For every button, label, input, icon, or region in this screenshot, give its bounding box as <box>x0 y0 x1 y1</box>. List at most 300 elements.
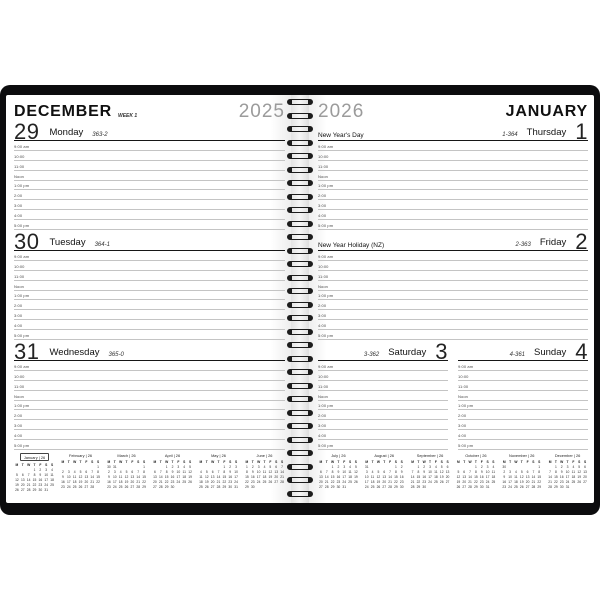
mini-day-cell: 31 <box>364 464 369 469</box>
mini-day-cell: 26 <box>577 479 582 484</box>
mini-day-cell: 14 <box>158 474 163 479</box>
mini-day-cell: 27 <box>210 484 215 489</box>
mini-day-cell: 19 <box>78 479 83 484</box>
day-header-group <box>502 119 588 144</box>
mini-dow-cell: T <box>520 459 523 464</box>
mini-calendar <box>410 453 451 489</box>
mini-dow-cell: S <box>137 459 140 464</box>
mini-day-cell: 22 <box>394 479 398 484</box>
time-slot-row <box>14 371 285 381</box>
mini-dow-cell: T <box>474 459 477 464</box>
mini-day-cell: 30 <box>107 464 111 469</box>
mini-day-cell: 12 <box>376 474 381 479</box>
mini-day-cell: 5 <box>125 469 128 474</box>
time-slot-row <box>458 440 588 450</box>
mini-day-cell: 1 <box>33 467 36 472</box>
mini-day-cell: 23 <box>502 484 507 489</box>
mini-day-cell: 28 <box>531 484 536 489</box>
day-name: Friday <box>539 237 567 248</box>
mini-month-title-text: November | 26 <box>509 453 535 458</box>
day-name: Monday <box>49 127 84 138</box>
mini-day-cell: 25 <box>50 482 54 487</box>
time-label: 2:00 <box>14 303 23 309</box>
time-label: 5:00 pm <box>14 333 30 339</box>
mini-day-cell: 27 <box>319 484 323 489</box>
time-slot-row <box>14 420 285 430</box>
mini-dow-cell: S <box>532 459 535 464</box>
day-number: 31 <box>14 339 40 364</box>
mini-day-cell: 16 <box>250 474 255 479</box>
mini-day-cell: 15 <box>222 474 227 479</box>
time-label: 10:00 <box>458 373 469 379</box>
mini-day-cell: 24 <box>508 484 512 489</box>
mini-day-cell <box>49 488 55 492</box>
mini-day-cell: 13 <box>525 474 530 479</box>
mini-day-cell: 20 <box>130 479 135 484</box>
mini-day-cell: 9 <box>560 469 563 474</box>
mini-day-cell: 10 <box>176 469 181 474</box>
mini-day-cell: 14 <box>324 474 329 479</box>
time-label: 4:00 <box>14 433 23 439</box>
mini-day-cell: 4 <box>263 464 266 469</box>
mini-day-cell: 3 <box>177 464 180 469</box>
time-label: 10:00 <box>318 373 329 379</box>
mini-day-cell: 29 <box>142 484 146 489</box>
mini-day-cell: 16 <box>38 477 43 482</box>
time-label: 11:00 <box>14 273 25 279</box>
mini-day-cell: 21 <box>280 474 284 479</box>
mini-day-cell: 23 <box>559 479 564 484</box>
mini-day-cell: 3 <box>429 464 431 469</box>
mini-calendar <box>547 453 588 489</box>
mini-day-cell: 8 <box>33 472 36 477</box>
mini-day-cell: 15 <box>537 474 542 479</box>
mini-day-cell: 11 <box>514 474 518 479</box>
mini-day-cell: 26 <box>439 479 444 484</box>
spiral-coil <box>287 221 313 227</box>
mini-day-cell: 19 <box>439 474 444 479</box>
time-slot-row <box>458 420 588 430</box>
mini-day-cell: 3 <box>486 464 489 469</box>
mini-dow-cell: T <box>263 459 266 464</box>
mini-dow-cell: W <box>468 459 472 464</box>
mini-day-cell: 22 <box>330 479 335 484</box>
mini-day-cell: 25 <box>262 479 267 484</box>
mini-day-cell: 6 <box>463 469 466 474</box>
time-label: 11:00 <box>318 383 329 389</box>
mini-day-cell: 9 <box>400 469 403 474</box>
mini-day-cell: 26 <box>15 487 19 492</box>
mini-day-cell: 23 <box>479 479 484 484</box>
time-slot-row <box>318 371 448 381</box>
day-slots <box>318 251 588 340</box>
mini-day-cell: 2 <box>400 464 403 469</box>
time-slot-row <box>14 381 285 391</box>
mini-day-cell: 20 <box>210 479 215 484</box>
mini-dow-cell: S <box>486 459 489 464</box>
time-label: 2:00 <box>318 303 327 309</box>
mini-day-cell: 20 <box>274 474 279 479</box>
mini-day-cell: 22 <box>164 479 169 484</box>
mini-day-cell: 9 <box>229 469 232 474</box>
mini-dow-cell: W <box>119 459 123 464</box>
mini-day-cell: 21 <box>324 479 329 484</box>
mini-day-cell: 18 <box>434 474 438 479</box>
day-header <box>318 229 588 254</box>
mini-dow-cell: T <box>429 459 432 464</box>
mini-day-cell: 2 <box>251 464 254 469</box>
time-label: 11:00 <box>14 383 25 389</box>
mini-dow-cell: S <box>91 459 94 464</box>
mini-month-grid <box>364 460 405 489</box>
mini-day-cell: 19 <box>188 474 192 479</box>
time-slot-row <box>14 391 285 401</box>
day-header-group <box>509 339 588 364</box>
mini-day-cell: 17 <box>565 474 570 479</box>
mini-calendar <box>152 453 193 489</box>
mini-dow-cell: S <box>354 459 357 464</box>
mini-day-cell: 21 <box>468 479 472 484</box>
mini-day-cell: 30 <box>559 484 564 489</box>
mini-day-cell: 16 <box>559 474 564 479</box>
mini-day-cell: 6 <box>131 469 134 474</box>
mini-day-cell: 24 <box>256 479 261 484</box>
time-label: 11:00 <box>318 163 329 169</box>
mini-day-cell: 30 <box>336 484 341 489</box>
time-slot-row <box>14 251 285 261</box>
mini-day-cell: 18 <box>118 479 123 484</box>
mini-dow-cell: T <box>171 459 174 464</box>
mini-day-cell: 1 <box>165 464 168 469</box>
mini-calendar <box>244 453 285 489</box>
time-slot-row <box>318 151 588 161</box>
time-slot-row <box>14 300 285 310</box>
mini-dow-cell: S <box>142 459 146 464</box>
mini-dow-cell: S <box>538 459 541 464</box>
mini-day-cell: 18 <box>571 474 576 479</box>
mini-day-cell: 19 <box>15 482 19 487</box>
time-slot-row <box>458 361 588 371</box>
time-slot-row <box>318 181 588 191</box>
time-slot-row <box>458 381 588 391</box>
time-label: 9:00 am <box>318 253 334 259</box>
mini-day-cell: 20 <box>319 479 323 484</box>
mini-day-cell: 30 <box>399 484 404 489</box>
mini-dow-cell: S <box>45 462 48 467</box>
mini-dow-cell: S <box>348 459 352 464</box>
mini-day-cell: 21 <box>548 479 552 484</box>
mini-day-cell: 1 <box>246 464 248 469</box>
mini-day-cell: 6 <box>275 464 278 469</box>
mini-day-cell: 13 <box>20 477 25 482</box>
mini-month-grid <box>455 460 496 489</box>
time-label: 5:00 pm <box>318 443 334 449</box>
mini-day-cell: 12 <box>124 474 129 479</box>
mini-day-cell: 1 <box>538 464 541 469</box>
time-slot-row <box>458 410 588 420</box>
mini-day-cell: 4 <box>514 469 517 474</box>
mini-day-cell: 16 <box>107 479 111 484</box>
mini-day-cell: 24 <box>342 479 347 484</box>
time-label: 1:00 pm <box>14 183 30 189</box>
mini-day-cell: 19 <box>456 479 461 484</box>
time-label: 2:00 <box>14 193 23 199</box>
mini-day-cell: 9 <box>39 472 42 477</box>
mini-day-cell: 3 <box>235 464 237 469</box>
mini-day-cell: 10 <box>428 469 432 474</box>
mini-day-cell: 31 <box>234 484 238 489</box>
mini-day-cell: 12 <box>519 474 524 479</box>
mini-day-cell: 14 <box>548 474 552 479</box>
mini-day-cell: 11 <box>72 474 77 479</box>
time-slot-row <box>318 381 448 391</box>
day-slots <box>318 141 588 230</box>
time-slot-row <box>318 391 448 401</box>
mini-day-cell: 7 <box>137 469 140 474</box>
mini-day-cell: 26 <box>188 479 192 484</box>
mini-day-cell: 28 <box>216 484 221 489</box>
mini-day-cell: 20 <box>84 479 89 484</box>
mini-dow-cell: T <box>251 459 254 464</box>
mini-day-cell: 29 <box>554 484 558 489</box>
mini-day-cell: 4 <box>572 464 575 469</box>
mini-day-cell: 8 <box>474 469 477 474</box>
time-slot-row <box>14 210 285 220</box>
spiral-coil <box>287 194 313 200</box>
mini-dow-cell: T <box>159 459 162 464</box>
mini-dow-cell: M <box>107 459 111 464</box>
mini-dow-cell: W <box>422 459 426 464</box>
mini-day-cell: 16 <box>61 479 65 484</box>
mini-day-cell <box>445 485 451 489</box>
time-slot-row <box>14 181 285 191</box>
mini-day-cell: 18 <box>491 474 496 479</box>
mini-dow-cell: S <box>440 459 443 464</box>
mini-day-cell: 29 <box>164 484 169 489</box>
mini-day-cell: 21 <box>410 479 415 484</box>
mini-day-cell: 18 <box>348 474 352 479</box>
mini-month-title-text: May | 26 <box>211 453 226 458</box>
time-slot-row <box>318 410 448 420</box>
time-label: 4:00 <box>14 213 23 219</box>
mini-day-cell: 20 <box>583 474 587 479</box>
mini-day-cell: 12 <box>188 469 192 474</box>
mini-day-cell: 15 <box>554 474 558 479</box>
mini-day-cell: 17 <box>44 477 49 482</box>
time-slot-row <box>14 200 285 210</box>
mini-day-cell: 5 <box>79 469 82 474</box>
right-month-header <box>318 95 588 120</box>
day-number: 3 <box>435 339 448 364</box>
mini-day-cell: 26 <box>376 484 381 489</box>
mini-day-cell: 30 <box>38 487 43 492</box>
mini-day-cell: 27 <box>462 484 467 489</box>
day-number: 1 <box>575 119 588 144</box>
mini-day-cell <box>95 485 101 489</box>
mini-dow-cell: W <box>257 459 261 464</box>
time-label: 9:00 am <box>14 253 30 259</box>
mini-month-grid <box>198 460 239 489</box>
time-label: Noon <box>14 283 24 289</box>
day-header <box>14 339 285 364</box>
mini-calendar <box>455 453 496 489</box>
time-label: 1:00 pm <box>318 403 334 409</box>
mini-day-cell: 9 <box>62 474 64 479</box>
mini-dow-cell: W <box>165 459 169 464</box>
spiral-coil <box>287 450 313 456</box>
mini-day-cell: 2 <box>503 469 506 474</box>
mini-day-cell: 18 <box>72 479 77 484</box>
mini-day-cell: 4 <box>349 464 351 469</box>
mini-day-cell: 5 <box>269 464 272 469</box>
mini-day-cell: 27 <box>84 484 89 489</box>
mini-calendar <box>14 453 55 492</box>
mini-day-cell: 7 <box>91 469 94 474</box>
day-number: 30 <box>14 229 40 254</box>
mini-day-cell: 8 <box>97 469 99 474</box>
mini-day-cell: 11 <box>370 474 375 479</box>
time-slot-row <box>318 251 588 261</box>
mini-month-grid <box>410 460 451 489</box>
mini-day-cell: 13 <box>84 474 89 479</box>
mini-day-cell: 27 <box>130 484 135 489</box>
time-label: 1:00 pm <box>14 403 30 409</box>
mini-day-cell: 31 <box>342 484 347 489</box>
time-slot-row <box>14 281 285 291</box>
day-name: Thursday <box>526 127 567 138</box>
mini-day-cell: 18 <box>262 474 267 479</box>
mini-dow-cell: S <box>96 459 100 464</box>
mini-day-cell: 24 <box>44 482 49 487</box>
mini-day-cell: 13 <box>210 474 215 479</box>
mini-month-grid <box>106 460 147 489</box>
mini-month-title <box>547 453 588 458</box>
mini-day-cell: 22 <box>416 479 421 484</box>
mini-day-cell: 27 <box>153 484 157 489</box>
time-slot-row <box>318 281 588 291</box>
time-label: 5:00 pm <box>318 333 334 339</box>
mini-day-cell: 30 <box>250 484 255 489</box>
mini-day-cell: 3 <box>509 469 511 474</box>
mini-calendar <box>501 453 542 489</box>
mini-day-cell: 25 <box>72 484 77 489</box>
day-of-year: 1-364 <box>502 131 518 138</box>
mini-dow-cell: S <box>583 459 587 464</box>
mini-month-title <box>364 453 405 458</box>
mini-dow-cell: F <box>389 459 392 464</box>
mini-day-cell: 14 <box>280 469 284 474</box>
mini-day-cell: 10 <box>342 469 347 474</box>
mini-day-cell: 15 <box>96 474 100 479</box>
mini-month-title <box>106 453 147 458</box>
mini-day-cell: 20 <box>382 479 387 484</box>
mini-day-cell: 11 <box>118 474 123 479</box>
mini-day-cell: 26 <box>78 484 83 489</box>
mini-day-cell: 19 <box>124 479 129 484</box>
mini-day-cell: 27 <box>274 479 279 484</box>
mini-day-cell: 24 <box>66 484 71 489</box>
mini-dow-cell: S <box>188 459 192 464</box>
month-title-january: JANUARY <box>505 103 588 120</box>
day-section-sunday <box>458 340 588 450</box>
mini-dow-cell: T <box>337 459 340 464</box>
time-label: 5:00 pm <box>14 223 30 229</box>
mini-day-cell: 1 <box>554 464 557 469</box>
mini-day-cell: 21 <box>531 479 536 484</box>
mini-day-cell: 22 <box>245 479 249 484</box>
time-slot-row <box>318 271 588 281</box>
mini-month-title-text: June | 26 <box>256 453 273 458</box>
time-slot-row <box>318 430 448 440</box>
mini-month-title <box>244 453 285 458</box>
mini-day-cell: 15 <box>142 474 146 479</box>
mini-day-cell: 28 <box>388 484 392 489</box>
mini-day-cell: 25 <box>182 479 187 484</box>
mini-day-cell: 20 <box>445 474 450 479</box>
time-label: 4:00 <box>318 213 327 219</box>
day-slots <box>14 141 285 230</box>
mini-day-cell: 17 <box>428 474 432 479</box>
time-slot-row <box>14 361 285 371</box>
spiral-coil <box>287 167 313 173</box>
time-slot-row <box>318 200 588 210</box>
holiday-note: New Year's Day <box>318 131 364 139</box>
mini-day-cell: 3 <box>45 467 48 472</box>
mini-day-cell: 24 <box>485 479 490 484</box>
time-label: 3:00 <box>318 313 327 319</box>
time-slot-row <box>458 430 588 440</box>
mini-day-cell: 12 <box>439 469 444 474</box>
time-slot-row <box>14 141 285 151</box>
mini-day-cell: 27 <box>583 479 587 484</box>
spiral-coil <box>287 261 313 267</box>
day-number: 29 <box>14 119 40 144</box>
spiral-coil <box>287 369 313 375</box>
mini-day-cell: 13 <box>462 474 467 479</box>
mini-dow-cell: S <box>400 459 403 464</box>
mini-calendar <box>106 453 147 489</box>
mini-day-cell: 9 <box>480 469 483 474</box>
mini-day-cell: 6 <box>383 469 386 474</box>
left-month-header <box>14 95 285 120</box>
mini-dow-cell: M <box>548 459 552 464</box>
day-header <box>318 339 448 364</box>
mini-day-cell: 28 <box>280 479 284 484</box>
mini-dow-cell: S <box>275 459 278 464</box>
mini-day-cell: 8 <box>165 469 168 474</box>
mini-month-title <box>198 453 239 458</box>
day-header <box>318 119 588 144</box>
mini-day-cell: 5 <box>457 469 460 474</box>
holiday-note: New Year Holiday (NZ) <box>318 241 385 249</box>
time-label: 9:00 am <box>318 143 334 149</box>
mini-month-title-text: April | 26 <box>164 453 181 458</box>
mini-day-cell: 17 <box>112 479 117 484</box>
mini-day-cell: 19 <box>268 474 273 479</box>
time-slot-row <box>318 440 448 450</box>
mini-dow-cell: M <box>457 459 460 464</box>
mini-day-cell: 26 <box>456 484 461 489</box>
mini-day-cell: 24 <box>364 484 369 489</box>
mini-day-cell: 14 <box>531 474 536 479</box>
mini-day-cell: 13 <box>583 469 587 474</box>
mini-day-cell: 13 <box>274 469 279 474</box>
mini-day-cell: 5 <box>520 469 523 474</box>
mini-month-title-text: September | 26 <box>416 453 444 458</box>
mini-day-cell: 14 <box>468 474 472 479</box>
mini-day-cell: 11 <box>182 469 186 474</box>
mini-day-cell: 8 <box>554 469 557 474</box>
